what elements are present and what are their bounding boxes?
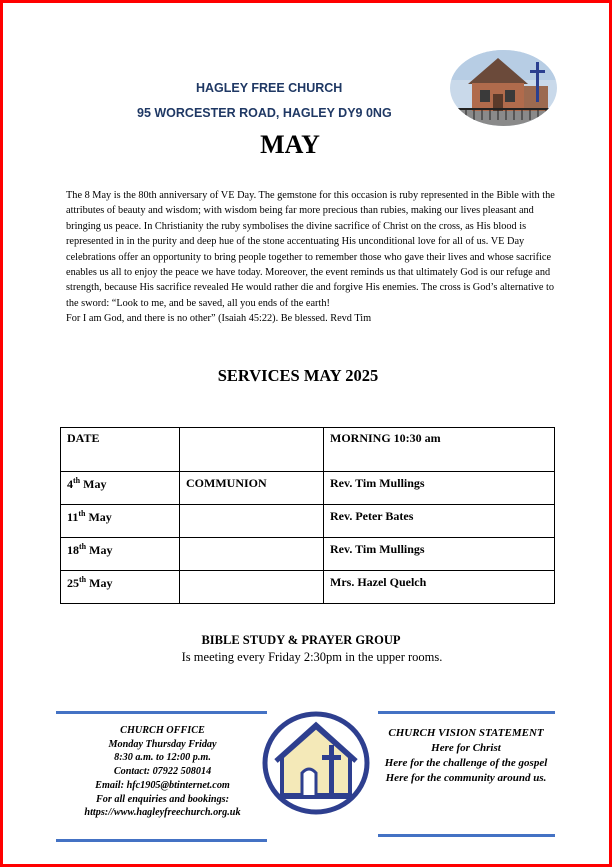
- church-name: HAGLEY FREE CHURCH: [196, 81, 343, 95]
- month-title: MAY: [260, 130, 320, 159]
- service-leader: Rev. Tim Mullings: [324, 472, 555, 505]
- bible-study-title: BIBLE STUDY & PRAYER GROUP: [201, 633, 401, 647]
- office-days: Monday Thursday Friday: [108, 738, 217, 750]
- vision-line-3: Here for the community around us.: [385, 772, 547, 784]
- office-enquiries: For all enquiries and bookings:: [95, 793, 230, 805]
- office-email: Email: hfc1905@btinternet.com: [95, 779, 230, 791]
- vision-line-2: Here for the challenge of the gospel: [384, 757, 548, 769]
- church-office-block: [60, 724, 265, 820]
- service-date: 11th May: [61, 505, 180, 538]
- church-logo: [262, 711, 370, 815]
- office-title: CHURCH OFFICE: [120, 725, 205, 736]
- header-morning: MORNING 10:30 am: [324, 428, 555, 472]
- services-table: [60, 427, 555, 604]
- vision-top-rule: [378, 711, 555, 714]
- header-date: DATE: [61, 428, 180, 472]
- office-top-rule: [56, 711, 267, 714]
- service-date: 18th May: [61, 538, 180, 571]
- office-hours: 8:30 a.m. to 12:00 p.m.: [114, 752, 211, 764]
- vision-bottom-rule: [378, 834, 555, 837]
- intro-closing: For I am God, and there is no other” (Isaiah 45:22). Be blessed. Revd Tim: [66, 313, 372, 325]
- intro-text: The 8 May is the 80th anniversary of VE Day. The gemstone for this occasion is ruby represented in the Bible with the attributes of beauty and wisdom; with wisdom being far more precious than rubies, making our lives pleasant and bringing us peace. In Christianity the ruby symbolises the divine sacrifice of Christ on the cross, as His blood is represented in in the purity and deep hue of the stone accentuating His unconditional love for all of us. VE Day celebrations offer an opportunity to bring people together to remember those who gave their lives and whose sacrifice enables us all to enjoy the peace we have today. Moreover, the event reminds us that ultimately God is our refuge and strength, because His sacrifice revealed He would rather die and forgive His enemies. The cross is God’s alternative to the sword: “Look to me, and be saved, all you ends of the earth!: [66, 190, 555, 309]
- service-leader: Rev. Tim Mullings: [324, 538, 555, 571]
- vision-title: CHURCH VISION STATEMENT: [388, 727, 544, 739]
- church-address: 95 WORCESTER ROAD, HAGLEY DY9 0NG: [137, 106, 392, 120]
- vision-statement-block: [378, 726, 554, 786]
- office-contact: Contact: 07922 508014: [113, 766, 212, 778]
- service-type: [180, 571, 324, 604]
- table-row: [61, 472, 555, 505]
- header-service: [180, 428, 324, 472]
- office-bottom-rule: [56, 839, 267, 842]
- service-type: [180, 538, 324, 571]
- table-row: [61, 571, 555, 604]
- service-date: 4th May: [61, 472, 180, 505]
- intro-paragraph: [66, 188, 562, 327]
- table-header-row: [61, 428, 555, 472]
- service-leader: Rev. Peter Bates: [324, 505, 555, 538]
- vision-line-1: Here for Christ: [431, 742, 501, 754]
- table-row: [61, 538, 555, 571]
- church-photo: [450, 50, 557, 126]
- service-type: COMMUNION: [180, 472, 324, 505]
- service-date: 25th May: [61, 571, 180, 604]
- services-title: SERVICES MAY 2025: [217, 366, 379, 385]
- bible-study-text: Is meeting every Friday 2:30pm in the upper rooms.: [181, 650, 443, 664]
- office-website: https://www.hagleyfreechurch.org.uk: [84, 807, 241, 819]
- service-leader: Mrs. Hazel Quelch: [324, 571, 555, 604]
- service-type: [180, 505, 324, 538]
- table-row: [61, 505, 555, 538]
